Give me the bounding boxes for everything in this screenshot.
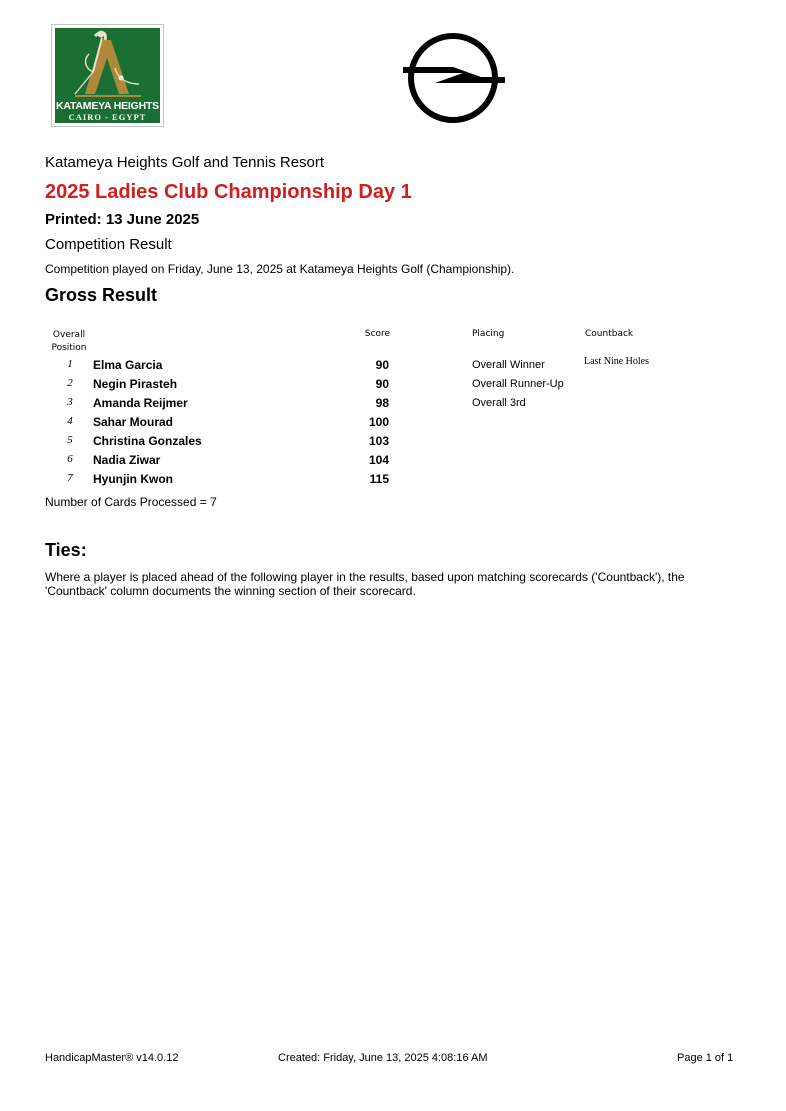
club-logo-emblem (55, 28, 160, 123)
row-score: 104 (368, 453, 389, 467)
club-logo (51, 24, 164, 127)
row-score: 90 (375, 377, 389, 391)
row-position: 2 (67, 377, 73, 389)
table-row (0, 396, 786, 415)
table-row (0, 453, 786, 472)
footer-created: Created: Friday, June 13, 2025 4:08:16 AM (278, 1052, 488, 1064)
footer-page-number: Page 1 of 1 (677, 1052, 734, 1064)
lightning-circle-icon (401, 29, 507, 127)
row-score: 115 (369, 472, 389, 486)
page-title: 2025 Ladies Club Championship Day 1 (45, 181, 412, 203)
column-header-score: Score (364, 329, 390, 339)
club-logo-line1: KATAMEYA HEIGHTS (56, 100, 159, 112)
row-placing: Overall 3rd (472, 397, 526, 409)
footer-software: HandicapMaster® v14.0.12 (45, 1052, 179, 1064)
row-position: 5 (67, 434, 73, 446)
column-header-placing: Placing (472, 329, 505, 339)
row-position: 3 (67, 396, 73, 408)
row-placing: Overall Winner (472, 359, 545, 371)
row-player-name: Negin Pirasteh (93, 377, 178, 391)
row-player-name: Amanda Reijmer (93, 396, 188, 410)
row-player-name: Elma Garcia (93, 358, 163, 372)
row-score: 90 (375, 358, 389, 372)
row-player-name: Hyunjin Kwon (93, 472, 173, 486)
table-row (0, 472, 786, 491)
column-header-position-line2: Position (51, 343, 87, 353)
row-player-name: Nadia Ziwar (93, 453, 161, 467)
row-position: 4 (67, 415, 73, 427)
ties-description: Where a player is placed ahead of the following player in the results, based upon matching scorecards ('Countback'), the 'Countback' column documents the winning section of their scorecard. (45, 570, 685, 598)
row-score: 100 (368, 415, 389, 429)
row-score: 103 (368, 434, 389, 448)
table-row (0, 377, 786, 396)
row-countback: Last Nine Holes (584, 356, 649, 367)
sponsor-logo (401, 29, 507, 127)
row-placing: Overall Runner-Up (472, 378, 564, 390)
golfer-emblem-icon (55, 28, 160, 100)
gross-result-heading: Gross Result (45, 285, 158, 305)
table-row (0, 358, 786, 377)
section-subtitle: Competition Result (45, 236, 172, 253)
row-player-name: Sahar Mourad (93, 415, 174, 429)
resort-name: Katameya Heights Golf and Tennis Resort (45, 154, 325, 171)
printed-date: Printed: 13 June 2025 (45, 211, 200, 228)
table-row (0, 415, 786, 434)
ties-heading: Ties: (45, 540, 87, 560)
row-player-name: Christina Gonzales (93, 434, 202, 448)
row-position: 6 (67, 453, 73, 465)
row-score: 98 (375, 396, 389, 410)
table-row (0, 434, 786, 453)
column-header-position (45, 329, 93, 355)
cards-processed: Number of Cards Processed = 7 (45, 495, 217, 509)
competition-info: Competition played on Friday, June 13, 2025 at Katameya Heights Golf (Championship). (45, 262, 515, 276)
column-header-position-line1: Overall (52, 330, 86, 340)
row-position: 7 (67, 472, 73, 484)
row-position: 1 (67, 358, 73, 370)
club-logo-line2: CAIRO - EGYPT (68, 112, 147, 122)
column-header-countback: Countback (585, 329, 634, 339)
